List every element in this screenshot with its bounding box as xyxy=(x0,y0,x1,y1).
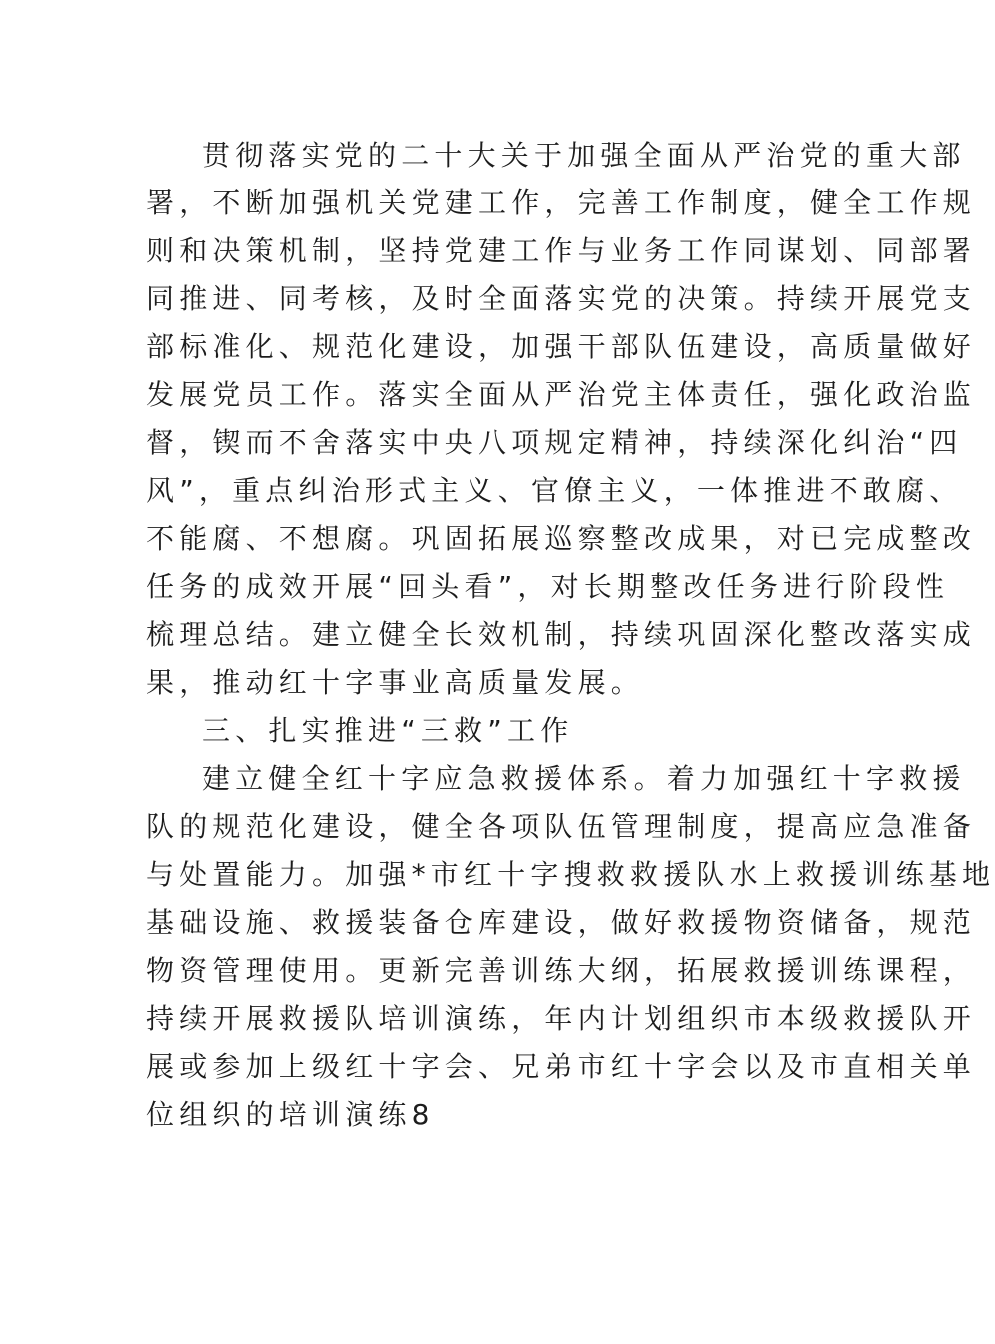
paragraph-2-line-3: 与处置能力。加强*市红十字搜救救援队水上救援训练基地 xyxy=(146,858,995,891)
paragraph-2-line-4: 基础设施、救援装备仓库建设，做好救援物资储备，规范 xyxy=(146,906,977,939)
paragraph-1-line-4: 同推进、同考核，及时全面落实党的决策。持续开展党支 xyxy=(146,282,977,315)
paragraph-2-line-8: 位组织的培训演练8 xyxy=(146,1098,435,1131)
paragraph-1-line-12: 果，推动红十字事业高质量发展。 xyxy=(146,666,645,699)
paragraph-2-line-1: 建立健全红十字应急救援体系。着力加强红十字救援 xyxy=(202,762,966,795)
paragraph-1-line-10: 任务的成效开展“回头看”，对长期整改任务进行阶段性 xyxy=(146,570,950,603)
paragraph-1-line-9: 不能腐、不想腐。巩固拓展巡察整改成果，对已完成整改 xyxy=(146,522,977,555)
paragraph-1-line-6: 发展党员工作。落实全面从严治党主体责任，强化政治监 xyxy=(146,378,977,411)
paragraph-1-line-2: 署，不断加强机关党建工作，完善工作制度，健全工作规 xyxy=(146,186,977,219)
paragraph-1-line-7: 督，锲而不舍落实中央八项规定精神，持续深化纠治“四 xyxy=(146,426,963,459)
paragraph-2-line-5: 物资管理使用。更新完善训练大纲，拓展救援训练课程， xyxy=(146,954,977,987)
section-heading: 三、扎实推进“三救”工作 xyxy=(202,714,574,747)
paragraph-1-line-5: 部标准化、规范化建设，加强干部队伍建设，高质量做好 xyxy=(146,330,977,363)
paragraph-2-line-6: 持续开展救援队培训演练，年内计划组织市本级救援队开 xyxy=(146,1002,977,1035)
paragraph-1-line-3: 则和决策机制，坚持党建工作与业务工作同谋划、同部署 xyxy=(146,234,977,267)
paragraph-2-line-2: 队的规范化建设，健全各项队伍管理制度，提高应急准备 xyxy=(146,810,977,843)
paragraph-1-line-1: 贯彻落实党的二十大关于加强全面从严治党的重大部 xyxy=(202,139,966,172)
paragraph-2-line-7: 展或参加上级红十字会、兄弟市红十字会以及市直相关单 xyxy=(146,1050,977,1083)
paragraph-1-line-11: 梳理总结。建立健全长效机制，持续巩固深化整改落实成 xyxy=(146,618,977,651)
paragraph-1-line-8: 风”，重点纠治形式主义、官僚主义，一体推进不敢腐、 xyxy=(146,474,963,507)
